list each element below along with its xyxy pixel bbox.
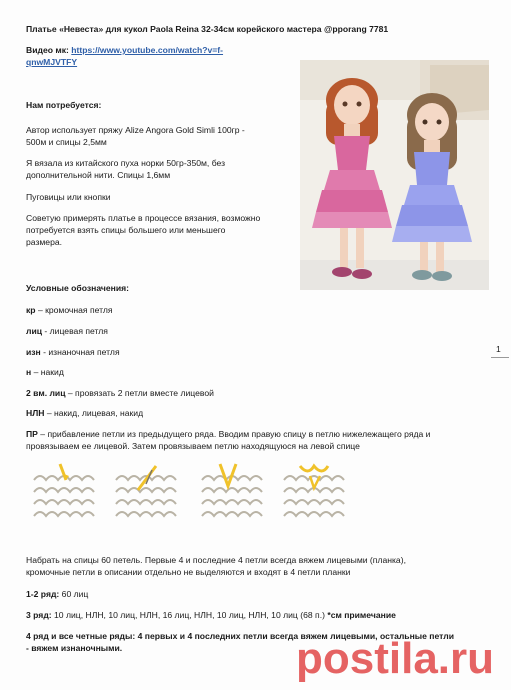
materials-alt-l1: Я вязала из китайского пуха норки 50гр-350м, без	[26, 158, 226, 168]
legend-item	[26, 347, 120, 358]
video-link-cont	[26, 57, 77, 68]
legend-desc: – накид, лицевая, накид	[44, 408, 144, 418]
page-title: Платье «Невеста» для кукол Paola Reina 32-34см корейского мастера @pporang 7781	[26, 24, 389, 34]
legend-desc: - лицевая петля	[42, 326, 108, 336]
knitting-step-1-illustration	[30, 460, 102, 522]
legend-item	[26, 367, 64, 378]
legend-item	[26, 305, 113, 316]
knitting-step-4-illustration	[280, 460, 352, 522]
legend-desc: – провязать 2 петли вместе лицевой	[65, 388, 214, 398]
legend-abbr: изн	[26, 347, 41, 357]
legend-abbr: 2 вм. лиц	[26, 388, 66, 398]
row-label: 1-2 ряд:	[26, 589, 60, 599]
legend-item	[26, 408, 143, 419]
dolls-photo	[300, 60, 489, 290]
legend-heading: Условные обозначения:	[26, 283, 129, 293]
cast-on-l2: кромочные петли в описании отдельно не выделяются и входят в 4 петли планки	[26, 567, 351, 577]
pr-line1	[26, 429, 430, 440]
row-4-l2: - вяжем изнаночными.	[26, 643, 123, 653]
legend-item	[26, 388, 214, 399]
materials-yarn-l1: Автор использует пряжу Alize Angora Gold Simli 100гр -	[26, 125, 245, 135]
materials-buttons: Пуговицы или кнопки	[26, 192, 111, 202]
video-line	[26, 45, 223, 56]
advice-l3: размера.	[26, 237, 63, 247]
svg-text:postila.ru: postila.ru	[296, 634, 495, 683]
cast-on-l1: Набрать на спицы 60 петель. Первые 4 и последние 4 петли всегда вяжем лицевыми (планка),	[26, 555, 406, 565]
page-number-rule	[491, 357, 509, 358]
video-link-tail[interactable]: qnwMJVTFY	[26, 57, 78, 67]
materials-alt-l2: дополнительной нити. Спицы 1,6мм	[26, 170, 171, 180]
video-label: Видео мк:	[26, 45, 69, 55]
legend-desc: – кромочная петля	[35, 305, 113, 315]
materials-heading: Нам потребуется:	[26, 100, 102, 110]
postila-watermark-logo	[290, 625, 511, 689]
row-3	[26, 610, 396, 621]
knitting-step-2-illustration	[112, 460, 184, 522]
legend-abbr: кр	[26, 305, 36, 315]
row-note: *см примечание	[327, 610, 396, 620]
video-link[interactable]: https://www.youtube.com/watch?v=f-	[71, 45, 224, 55]
pr-desc: – прибавление петли из предыдущего ряда. Вводим правую спицу в петлю нижележащего ряда и	[37, 429, 431, 439]
materials-yarn-l2: 500м и спицы 2,5мм	[26, 137, 107, 147]
advice-l1: Советую примерять платье в процессе вязания, возможно	[26, 213, 261, 223]
legend-abbr: н	[26, 367, 32, 377]
advice-l2: потребуется взять спицы большего или меньшего	[26, 225, 226, 235]
legend-desc: - изнаночная петля	[40, 347, 120, 357]
knitting-step-3-illustration	[198, 460, 270, 522]
row-label: 3 ряд:	[26, 610, 52, 620]
legend-abbr: лиц	[26, 326, 43, 336]
row-1-2	[26, 589, 88, 600]
legend-desc: – накид	[31, 367, 64, 377]
row-text: 60 лиц	[59, 589, 89, 599]
row-text: 10 лиц, НЛН, 10 лиц, НЛН, 16 лиц, НЛН, 10 лиц, НЛН, 10 лиц (68 п.)	[51, 610, 328, 620]
legend-item	[26, 326, 108, 337]
pr-line2: провязываем ее лицевой. Затем провязываем петлю находящуюся на левой спице	[26, 441, 360, 451]
page-number: 1	[496, 344, 501, 354]
legend-abbr: НЛН	[26, 408, 45, 418]
pr-abbr: ПР	[26, 429, 38, 439]
row-4-l1: 4 ряд и все четные ряды: 4 первых и 4 последних петли всегда вяжем лицевыми, остальные петли	[26, 631, 454, 641]
